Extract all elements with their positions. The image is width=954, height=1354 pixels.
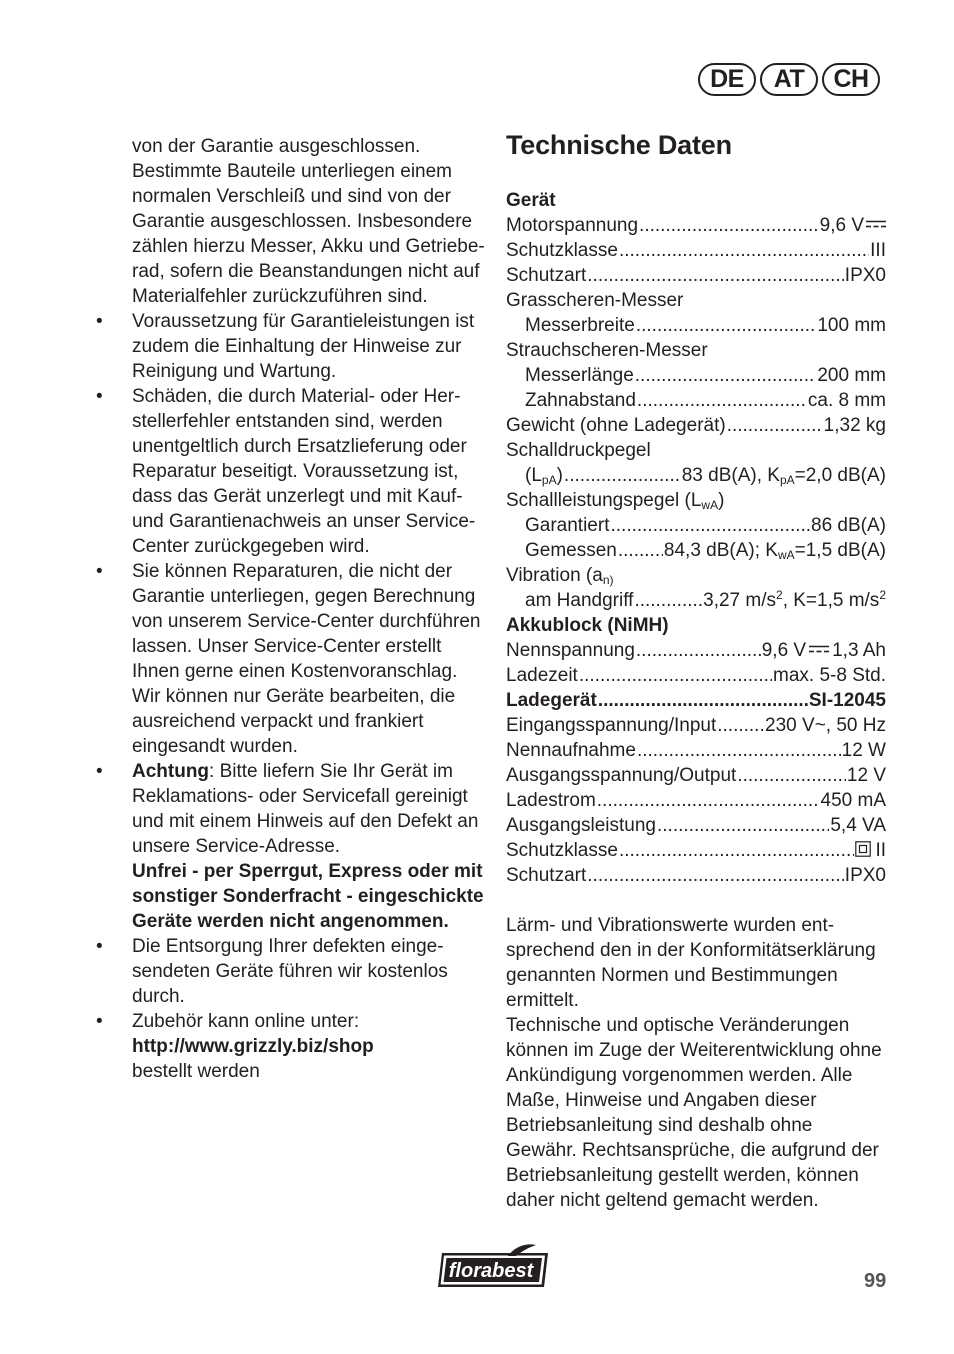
spec-label: Nennspannung bbox=[506, 640, 635, 661]
dc-voltage-icon bbox=[866, 220, 886, 228]
warranty-column bbox=[96, 134, 486, 1084]
country-badge-ch: CH bbox=[822, 63, 880, 96]
spec-label: Motorspannung bbox=[506, 215, 639, 236]
noise-note: Lärm- und Vibrationswerte wurden entsprechend den in der Konformitätserklärung genannten Normen und Bestimmungen ermittelt. bbox=[506, 915, 876, 1011]
spec-row-input bbox=[506, 713, 886, 738]
page-number: 99 bbox=[864, 1270, 887, 1292]
spec-value: 3,27 $m/s^2$, K=1,5 $m/s^2$ bbox=[703, 588, 886, 611]
spec-value: 83 dB(A), $K_{pA}=2,0$ dB(A) bbox=[681, 465, 886, 487]
spec-value: 9,6 V bbox=[820, 213, 886, 238]
spec-row-charge-time bbox=[506, 663, 886, 688]
spec-value: IPX0 bbox=[844, 265, 886, 286]
warranty-intro: von der Garantie ausgeschlossen. Bestimmte Bauteile unterliegen einem normalen Verschleiß und sind von der Garantie ausgeschlossen. Insbesondere zählen hierzu Messer, Akku und Getrieberad, sofern die Beanstandungen nicht auf Materialfehler zurückzuführen sind. bbox=[132, 136, 485, 307]
list-item: • Die Entsorgung Ihrer defekten eingesendeten Geräte führen wir kostenlos durch. bbox=[96, 934, 486, 1009]
sound-power-heading: Schallleistungspegel $(L_{wA})$ bbox=[506, 490, 725, 512]
spec-label: Ladezeit bbox=[506, 665, 578, 686]
spec-value: III bbox=[870, 240, 886, 261]
spec-label: Schutzart bbox=[506, 865, 587, 886]
spec-value: 12 W bbox=[841, 740, 886, 761]
spec-label: Ladestrom bbox=[506, 790, 596, 811]
svg-text:florabest: florabest bbox=[448, 1260, 534, 1282]
vibration-heading: Vibration ($a_{n)}$ bbox=[506, 565, 614, 587]
list-item bbox=[96, 759, 486, 934]
spec-value: II bbox=[855, 838, 886, 863]
country-badge-at: AT bbox=[760, 63, 818, 96]
spec-label: Ausgangsspannung/Output bbox=[506, 765, 737, 786]
spec-row-charge-current bbox=[506, 788, 886, 813]
spec-row-protection-class bbox=[506, 238, 886, 263]
attention-label: Achtung bbox=[132, 761, 210, 782]
spec-row-guaranteed bbox=[506, 513, 886, 538]
charger-heading-row bbox=[506, 688, 886, 713]
list-item: • Voraussetzung für Garantieleistungen ist zudem die Einhaltung der Hinweise zur Reinigung und Wartung. bbox=[96, 309, 486, 384]
list-item bbox=[96, 1009, 486, 1084]
spec-value: 9,6 V 1,3 Ah bbox=[761, 640, 886, 661]
spec-label: Gewicht (ohne Ladegerät) bbox=[506, 415, 726, 436]
spec-label: Ausgangsleistung bbox=[506, 815, 656, 836]
spec-value: 230 V~, 50 Hz bbox=[765, 715, 886, 736]
spec-label: $(L_{pA})$ bbox=[525, 465, 563, 487]
spec-value: 200 mm bbox=[817, 365, 886, 386]
spec-row-weight bbox=[506, 413, 886, 438]
charger-heading: Ladegerät bbox=[506, 690, 597, 711]
spec-value: 450 mA bbox=[820, 790, 886, 811]
spec-label: Schutzklasse bbox=[506, 840, 618, 861]
spec-row-sound-pressure bbox=[506, 463, 886, 488]
spec-value: 100 mm bbox=[817, 315, 886, 336]
protection-class-ii-icon bbox=[855, 841, 871, 857]
shrub-blade-heading: Strauchscheren-Messer bbox=[506, 340, 708, 361]
spec-label: Gemessen bbox=[525, 540, 617, 561]
spec-row-handle-vibration bbox=[506, 588, 886, 613]
spec-value: 1,32 kg bbox=[823, 415, 886, 436]
spec-label: Eingangsspannung/Input bbox=[506, 715, 717, 736]
list-item: • Schäden, die durch Material- oder Herstellerfehler entstanden sind, werden unentgeltlich durch Ersatzlieferung oder Reparatur beseitigt. Voraussetzung ist, dass das Gerät unzerlegt und mit Kauf- und Garantienachweis an unser Service-Center zurückgegeben wird. bbox=[96, 384, 486, 559]
spec-row-charger-class bbox=[506, 838, 886, 863]
spec-label: Nennaufnahme bbox=[506, 740, 636, 761]
freight-warning: Unfrei - per Sperrgut, Express oder mit sonstiger Sonderfracht - eingeschickte Geräte werden nicht angenommen. bbox=[132, 861, 484, 932]
warranty-list bbox=[96, 309, 486, 1084]
shop-link[interactable]: http://www.grizzly.biz/shop bbox=[132, 1036, 374, 1057]
spec-label: Schutzart bbox=[506, 265, 587, 286]
spec-value: ca. 8 mm bbox=[807, 390, 886, 411]
spec-label: Zahnabstand bbox=[525, 390, 636, 411]
spec-row-tooth-spacing bbox=[506, 388, 886, 413]
accessory-order-text: bestellt werden bbox=[132, 1061, 260, 1082]
device-heading: Gerät bbox=[506, 190, 556, 211]
spec-row-output-power bbox=[506, 813, 886, 838]
country-badge-de: DE bbox=[698, 63, 756, 96]
country-badges bbox=[698, 63, 880, 96]
page-title: Technische Daten bbox=[506, 130, 732, 160]
spec-label: am Handgriff bbox=[525, 590, 634, 611]
accessory-text: Zubehör kann online unter: bbox=[132, 1011, 360, 1032]
spec-row-charger-ip bbox=[506, 863, 886, 888]
dc-voltage-icon bbox=[809, 645, 829, 653]
spec-row-shrub-length bbox=[506, 363, 886, 388]
spec-label: Garantiert bbox=[525, 515, 610, 536]
spec-value: 5,4 VA bbox=[830, 815, 886, 836]
spec-row-motor bbox=[506, 213, 886, 238]
spec-row-ip bbox=[506, 263, 886, 288]
spec-row-measured bbox=[506, 538, 886, 563]
spec-value: max. 5-8 Std. bbox=[773, 665, 886, 686]
charger-model: SI-12045 bbox=[808, 690, 886, 711]
spec-value: 84,3 dB(A); $K_{wA}=1,5$ dB(A) bbox=[663, 540, 886, 562]
list-item: • Sie können Reparaturen, die nicht der Garantie unterliegen, gegen Berechnung von unserem Service-Center durchführen lassen. Unser Service-Center erstellt Ihnen gerne einen Kostenvoranschlag. Wir können nur Geräte bearbeiten, die ausreichend verpackt und frankiert eingesandt wurden. bbox=[96, 559, 486, 759]
grass-blade-heading: Grasscheren-Messer bbox=[506, 290, 684, 311]
spec-row-grass-width bbox=[506, 313, 886, 338]
spec-value: IPX0 bbox=[844, 865, 886, 886]
attention-text: : Bitte liefern Sie Ihr Gerät im Reklamations- oder Servicefall gereinigt und mit einem Hinweis auf den Defekt an unsere Service-Adresse. bbox=[132, 761, 479, 857]
tech-data-column bbox=[506, 128, 886, 1213]
spec-row-output bbox=[506, 763, 886, 788]
spec-value: 86 dB(A) bbox=[811, 515, 886, 536]
florabest-logo bbox=[438, 1243, 552, 1289]
spec-row-rated-power bbox=[506, 738, 886, 763]
spec-row-battery-voltage bbox=[506, 638, 886, 663]
battery-heading: Akkublock (NiMH) bbox=[506, 615, 669, 636]
spec-label: Messerlänge bbox=[525, 365, 634, 386]
notes bbox=[506, 913, 886, 1213]
spec-label: Schutzklasse bbox=[506, 240, 618, 261]
sound-pressure-heading: Schalldruckpegel bbox=[506, 440, 651, 461]
spec-value: 12 V bbox=[846, 765, 886, 786]
changes-note: Technische und optische Veränderungen können im Zuge der Weiterentwicklung ohne Ankündigung vorgenommen werden. Alle Maße, Hinweise und Angaben dieser Betriebsanleitung sind deshalb ohne Gewähr. Rechtsansprüche, die aufgrund der Betriebsanleitung gestellt werden, können daher nicht geltend gemacht werden. bbox=[506, 1015, 882, 1211]
spec-label: Messerbreite bbox=[525, 315, 635, 336]
